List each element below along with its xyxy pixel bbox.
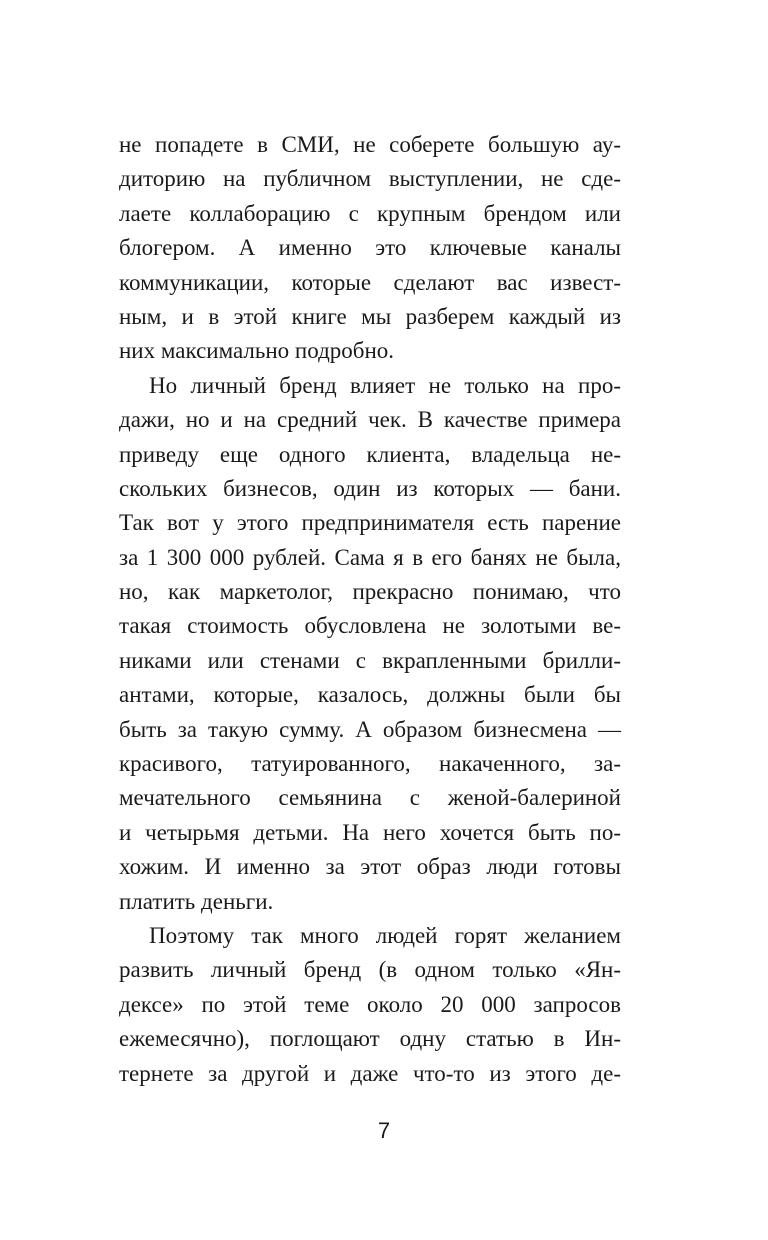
text-line: блогером. А именно это ключевые каналы (119, 235, 621, 261)
text-line: платить деньги. (119, 888, 274, 914)
text-line: дажи, но и на средний чек. В качестве примера (119, 407, 621, 433)
text-line: ежемесячно), поглощают одну статью в Ин- (119, 1026, 621, 1052)
text-line: хожим. И именно за этот образ люди готовы (119, 854, 621, 880)
text-line: лаете коллаборацию с крупным брендом или (119, 200, 621, 226)
text-line: приведу еще одного клиента, владельца не- (119, 441, 621, 467)
paragraph-2 (119, 369, 621, 919)
text-line: красивого, татуированного, накаченного, за- (119, 751, 621, 777)
page-body (119, 128, 621, 1091)
paragraph-3 (119, 919, 621, 1091)
paragraph-1 (119, 128, 621, 369)
text-line: ным, и в этой книге мы разберем каждый из (119, 303, 621, 329)
text-line: Но личный бренд влияет не только на про- (149, 372, 621, 398)
page-number: 7 (377, 1118, 391, 1143)
text-line: развить личный бренд (в одном только «Ян- (119, 957, 621, 983)
text-line: антами, которые, казалось, должны были бы (119, 682, 621, 708)
text-line: Так вот у этого предпринимателя есть парение (119, 510, 621, 536)
text-line: и четырьмя детьми. На него хочется быть по- (119, 819, 621, 845)
text-line: скольких бизнесов, один из которых — бани. (119, 475, 621, 501)
text-line: за 1 300 000 рублей. Сама я в его банях не была, (119, 544, 621, 570)
text-line: не попадете в СМИ, не соберете большую ау- (119, 132, 621, 157)
text-line: но, как маркетолог, прекрасно понимаю, что (119, 579, 621, 605)
text-line: мечательного семьянина с женой-балериной (119, 785, 621, 811)
text-line: дексе» по этой теме около 20 000 запросов (119, 991, 621, 1017)
text-line: тернете за другой и даже что-то из этого де- (119, 1060, 621, 1086)
text-line: коммуникации, которые сделают вас извест- (119, 269, 621, 295)
text-line: быть за такую сумму. А образом бизнесмена — (119, 716, 621, 742)
text-line: них максимально подробно. (119, 338, 395, 364)
text-line: никами или стенами с вкрапленными брилли- (119, 647, 621, 673)
text-line: Поэтому так много людей горят желанием (149, 922, 621, 948)
text-line: такая стоимость обусловлена не золотыми ве- (119, 613, 621, 639)
text-line: диторию на публичном выступлении, не сде- (119, 166, 621, 192)
